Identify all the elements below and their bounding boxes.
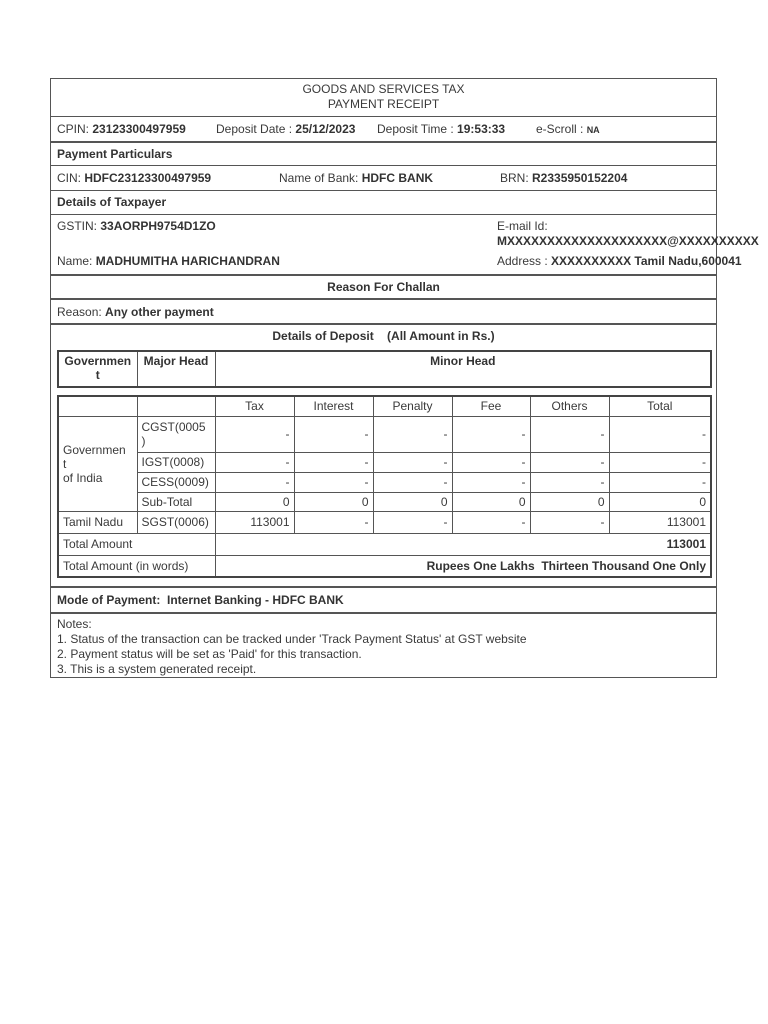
major-head-cell: CESS(0009) [137, 472, 215, 492]
mode-of-payment-value: Internet Banking - HDFC BANK [167, 593, 344, 607]
value-cell: - [530, 472, 609, 492]
deposit-section [51, 347, 716, 586]
brn-value: R2335950152204 [532, 171, 628, 185]
brn-label: BRN: [500, 171, 529, 185]
cin-label: CIN: [57, 171, 81, 185]
email-value: MXXXXXXXXXXXXXXXXXXXX@XXXXXXXXXX [497, 234, 759, 248]
escroll-value: NA [586, 125, 600, 135]
deposit-date-value: 25/12/2023 [295, 122, 356, 136]
value-cell: - [373, 472, 452, 492]
blank-header-cell [137, 396, 215, 416]
reason-value: Any other payment [105, 305, 214, 319]
escroll-label: e-Scroll : [536, 122, 584, 136]
value-cell: - [530, 416, 609, 452]
subtotal-row [58, 492, 711, 511]
bank-value: HDFC BANK [361, 171, 434, 185]
deposit-time-value: 19:53:33 [457, 122, 506, 136]
value-cell: 0 [215, 492, 294, 511]
minor-head-header: Minor Head [215, 351, 711, 387]
value-cell: 0 [609, 492, 711, 511]
escroll-field [536, 122, 600, 136]
major-head-cell: Sub-Total [137, 492, 215, 511]
deposit-heading: Details of Deposit (All Amount in Rs.) [272, 329, 495, 343]
bank-label: Name of Bank: [279, 171, 359, 185]
column-header: Total [609, 396, 711, 416]
govt-label-line-1: Governmen [63, 442, 126, 457]
value-cell: 0 [452, 492, 530, 511]
cpin-field [57, 122, 186, 136]
value-cell: - [373, 511, 452, 533]
name-value: MADHUMITHA HARICHANDRAN [95, 254, 280, 268]
value-cell: - [530, 511, 609, 533]
columns-header-row [58, 396, 711, 416]
value-cell: - [294, 416, 373, 452]
value-cell: 0 [530, 492, 609, 511]
value-cell: - [373, 452, 452, 472]
head-table [57, 350, 712, 388]
column-header: Fee [452, 396, 530, 416]
notes-section [51, 612, 716, 677]
table-row [58, 452, 711, 472]
value-cell: - [609, 416, 711, 452]
value-cell: - [530, 452, 609, 472]
total-amount-label: Total Amount [58, 533, 215, 555]
taxpayer-heading-row [51, 190, 716, 214]
header-line-1: GOODS AND SERVICES TAX [302, 82, 465, 96]
notes-title: Notes: [57, 617, 92, 631]
mode-of-payment-field [57, 593, 344, 607]
govt-label-line-3: of India [63, 470, 103, 485]
address-field [497, 254, 742, 268]
cgst-head-line-2: ) [141, 434, 146, 448]
table-row [58, 416, 711, 452]
major-head-cell: SGST(0006) [137, 511, 215, 533]
blank-header-cell [58, 396, 137, 416]
mode-of-payment-label: Mode of Payment: [57, 593, 161, 607]
cgst-head-line-1: CGST(0005 [141, 420, 206, 434]
column-header: Tax [215, 396, 294, 416]
taxpayer-heading: Details of Taxpayer [57, 195, 167, 209]
cpin-label: CPIN: [57, 122, 90, 136]
cin-value: HDFC23123300497959 [84, 171, 212, 185]
major-head-cell [137, 416, 215, 452]
payment-particulars-row [51, 141, 716, 165]
value-cell: - [294, 452, 373, 472]
state-government-cell: Tamil Nadu [58, 511, 137, 533]
column-header: Penalty [373, 396, 452, 416]
gstin-field [57, 219, 216, 233]
brn-field [500, 171, 627, 185]
government-header: Government [58, 351, 137, 387]
cpin-row [51, 116, 716, 141]
value-cell: 113001 [609, 511, 711, 533]
state-row [58, 511, 711, 533]
reason-row [51, 298, 716, 323]
deposit-date-field [216, 122, 355, 136]
value-cell: - [294, 511, 373, 533]
payment-receipt [50, 78, 759, 678]
value-cell: - [452, 472, 530, 492]
major-head-header: Major Head [137, 351, 215, 387]
total-amount-row [58, 533, 711, 555]
note-item: 3. This is a system generated receipt. [57, 662, 257, 676]
value-cell: 0 [294, 492, 373, 511]
reason-heading-row [51, 274, 716, 298]
government-of-india-cell [58, 416, 137, 511]
email-label: E-mail Id: [497, 219, 548, 233]
value-cell: - [215, 452, 294, 472]
value-cell: - [373, 416, 452, 452]
major-head-cell: IGST(0008) [137, 452, 215, 472]
gstin-value: 33AORPH9754D1ZO [100, 219, 216, 233]
reason-field [57, 305, 214, 319]
deposit-table [57, 395, 712, 578]
cin-row [51, 165, 716, 190]
value-cell: 0 [373, 492, 452, 511]
deposit-time-label: Deposit Time : [377, 122, 454, 136]
deposit-time-field [377, 122, 505, 136]
note-item: 2. Payment status will be set as 'Paid' for this transaction. [57, 647, 362, 661]
value-cell: - [609, 472, 711, 492]
value-cell: - [215, 416, 294, 452]
name-field [57, 254, 280, 268]
address-value: XXXXXXXXXX Tamil Nadu,600041 [551, 254, 742, 268]
total-amount-value: 113001 [215, 533, 711, 555]
note-item: 1. Status of the transaction can be tracked under 'Track Payment Status' at GST website [57, 632, 527, 646]
mode-of-payment-row [51, 586, 716, 612]
header-line-2: PAYMENT RECEIPT [327, 97, 440, 111]
deposit-date-label: Deposit Date : [216, 122, 293, 136]
reason-label: Reason: [57, 305, 102, 319]
cin-field [57, 171, 211, 185]
deposit-heading-row [51, 323, 716, 347]
receipt-header [51, 82, 716, 112]
total-words-row [58, 555, 711, 577]
govt-label-line-2: t [63, 456, 67, 471]
column-header: Interest [294, 396, 373, 416]
value-cell: - [452, 416, 530, 452]
gstin-label: GSTIN: [57, 219, 98, 233]
reason-heading: Reason For Challan [327, 280, 440, 294]
value-cell: - [609, 452, 711, 472]
value-cell: - [294, 472, 373, 492]
value-cell: - [452, 452, 530, 472]
value-cell: 113001 [215, 511, 294, 533]
cpin-value: 23123300497959 [92, 122, 186, 136]
column-header: Others [530, 396, 609, 416]
name-label: Name: [57, 254, 93, 268]
address-label: Address : [497, 254, 548, 268]
payment-particulars-heading: Payment Particulars [57, 147, 173, 161]
taxpayer-details [51, 214, 759, 274]
total-words-label: Total Amount (in words) [58, 555, 215, 577]
table-row [58, 472, 711, 492]
value-cell: - [452, 511, 530, 533]
value-cell: - [215, 472, 294, 492]
notes [57, 617, 527, 677]
bank-field [279, 171, 433, 185]
total-words-value: Rupees One Lakhs Thirteen Thousand One Only [215, 555, 711, 577]
